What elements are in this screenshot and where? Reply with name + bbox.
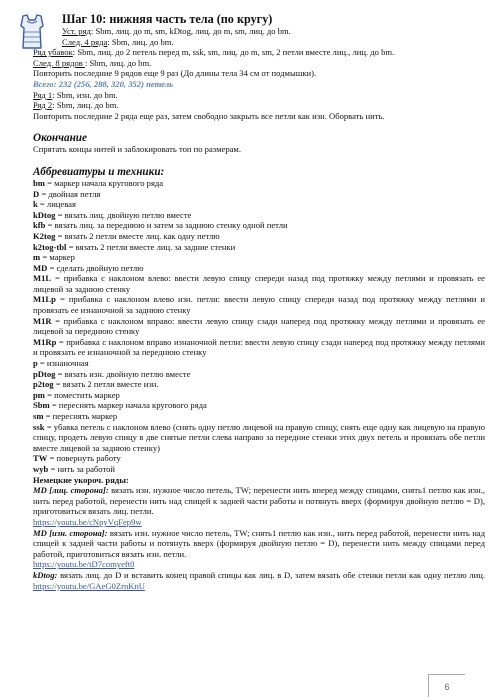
abbr-item [33, 178, 485, 189]
abbr-definition: = вязать 2 петли вместе изн. [53, 379, 159, 390]
next8-text: : Sbm, лиц. до bm. [84, 57, 152, 68]
next4-line [62, 37, 485, 48]
abbr-term: p [33, 358, 38, 369]
abbr-term: sm [33, 411, 44, 421]
next4-label: След. 4 ряда [62, 36, 108, 47]
abbr-term: D [33, 188, 40, 199]
abbr-definition: = маркер [40, 252, 75, 263]
abbr-term: p2tog [33, 379, 54, 390]
md-front-text: вязать изн. нужное число петель, TW; перенести нить вперед между спицами, снять1 петлю как изн., нить перед работой, перенести нить над спицей к задней части работы и потянуть вверх (формируя двойную петлю = D), приготовиться вязать лиц. петли. [33, 485, 485, 517]
abbr-term: MD [33, 262, 48, 273]
repeat-note: Повторить последние 9 рядов еще 9 раз (До длины тела 34 см от подмышки). [33, 68, 317, 79]
md-front-video-link[interactable]: https://youtu.be/cNpyVqFep9w [33, 516, 142, 527]
step-title: Шаг 10: нижняя часть тела (по кругу) [62, 12, 273, 26]
abbr-definition: = повернуть работу [47, 453, 121, 464]
abbr-term: M1Lp [33, 294, 56, 305]
abbr-item [33, 263, 485, 274]
md-front-label: MD [лиц. сторона]: [33, 485, 109, 496]
abbr-definition: = вязать изн. двойную петлю вместе [55, 368, 191, 379]
abbr-item [33, 231, 485, 242]
abbr-definition: = маркер начала кругового ряда [44, 177, 164, 188]
abbr-definition: = переснять маркер [43, 411, 118, 421]
ending-text: Спрятать концы нитей и заблокировать топ по размерам. [33, 144, 242, 155]
abbr-item [33, 411, 485, 422]
next8-line [33, 58, 485, 69]
set-row-label: Уст. ряд [62, 26, 91, 36]
md-back-text: вязать изн. нужное число петель, TW; снять1 петлю как изн., нить перед работой, перенести нить над спицей к задней части работы и потянуть вверх (формируя двойную петлю = D), перенести нить между спицами перед работой, приготовиться вязать изн. петли. [33, 527, 485, 559]
abbr-term: Sbm [33, 400, 50, 411]
abbr-term: wyb [33, 463, 49, 474]
abbr-definition: = лицевая [37, 199, 76, 210]
abbr-definition: = вязать лиц. за переднюю и затем за заднюю стенку одной петли [45, 220, 288, 231]
abbr-definition: = прибавка с наклоном влево: ввести левую спицу спереди назад под протяжку между петлями и провязать ее лицевой за заднюю стенку [33, 273, 485, 294]
abbr-definition: = переснять маркер начала кругового ряда [49, 400, 207, 411]
abbr-term: k [33, 199, 38, 210]
abbr-term: bm [33, 177, 45, 188]
kdtog-paragraph [33, 570, 485, 591]
abbr-term: kfb [33, 220, 46, 231]
abbr-term: m [33, 252, 41, 263]
row1-text: : Sbm, изн. до bm. [52, 89, 118, 100]
german-heading: Немецкие укороч. ряды: [33, 474, 129, 485]
abbr-item [33, 379, 485, 390]
abbr-term: M1Rp [33, 336, 57, 347]
abbr-definition: = изнаночная [37, 358, 89, 369]
abbr-term: kDtog [33, 209, 56, 220]
row2-label: Ряд 2 [33, 100, 53, 111]
abbr-item [33, 242, 485, 253]
kdtog-video-link[interactable]: https://youtu.be/GAeG0ZrnKnU [33, 580, 145, 591]
abbr-item [33, 220, 485, 231]
abbr-item [33, 464, 485, 475]
abbr-definition: = двойная петля [39, 188, 101, 199]
abbr-item [33, 337, 485, 358]
kdtog-label: kDtog: [33, 569, 58, 580]
dec-row-text: : Sbm, лиц. до 2 петель перед m, ssk, sm, лиц. до m, sm, 2 петли вместе лиц., лиц. до bm. [72, 47, 395, 58]
abbr-item [33, 189, 485, 200]
abbr-item [33, 390, 485, 401]
abbr-definition: = вязать 2 петли вместе лиц. за задние стенки [66, 241, 236, 252]
abbr-item [33, 316, 485, 337]
row2-line [33, 100, 485, 111]
set-row-line [62, 26, 485, 37]
abbr-heading: Аббревиатуры и техники: [33, 165, 165, 178]
abbr-definition: = прибавка с наклоном вправо: ввести левую спицу сзади наперед под протяжку между петлями и провязать ее лицевой за переднюю стенку [33, 315, 485, 337]
abbr-term: pm [33, 389, 45, 400]
kdtog-text: вязать лиц. до D и вставить конец правой спицы как лиц. в D, затем вязать обе стенки петли как одну петлю лиц. [57, 569, 485, 580]
finish-note: Повторить последние 2 ряда еще раз, затем свободно закрыть все петли как изн. Оборвать нить. [33, 110, 385, 121]
abbr-definition: = прибавка с наклоном вправо изнаночной петли: ввести левую спицу сзади наперед под протяжку между петлями и провязать ее изнаночной за переднюю стенку [33, 336, 485, 358]
abbr-term: pDtog [33, 368, 56, 379]
dec-row-label: Ряд убавок [33, 47, 73, 58]
abbr-item [33, 400, 485, 411]
row2-text: : Sbm, лиц. до bm. [52, 100, 119, 111]
abbr-term: M1R [33, 315, 52, 326]
abbr-definition: = вязать лиц. двойную петлю вместе [55, 209, 192, 220]
md-back-video-link[interactable]: https://youtu.be/tD7comyeft0 [33, 559, 135, 570]
next4-text: : Sbm, лиц. до bm. [107, 36, 174, 47]
dec-row-line [33, 47, 485, 58]
page-number: 6 [428, 674, 465, 697]
abbr-list [33, 178, 485, 475]
abbr-item [33, 210, 485, 221]
abbr-definition: = нить за работой [48, 463, 116, 474]
abbr-item [33, 369, 485, 380]
abbr-definition: = убавка петель с наклоном влево (снять одну петлю лицевой на правую спицу, снять еще одну как лицевую на правую спицу, продеть левую спицу в две снятые петли слева направо за передние стенки этих двух петель и провязать обе петли вместе лицевой за заднюю стенку) [33, 421, 485, 453]
abbr-item [33, 422, 485, 454]
abbr-definition: = прибавка с наклоном влево изн. петли: ввести левую спицу спереди назад под протяжку между петлями и провязать ее изнаночной за заднюю стенку [33, 294, 485, 316]
abbr-term: k2tog-tbl [33, 241, 67, 252]
abbr-term: TW [33, 453, 48, 464]
abbr-item [33, 294, 485, 315]
abbr-term: ssk [33, 421, 45, 432]
row1-label: Ряд 1 [33, 89, 53, 100]
md-front-paragraph [33, 485, 485, 527]
row1-line [33, 90, 485, 101]
abbr-item [33, 199, 485, 210]
abbr-item [33, 252, 485, 263]
abbr-item [33, 358, 485, 369]
abbr-definition: = поместить маркер [44, 389, 120, 400]
stitch-total: Всего: 232 (256, 288, 320, 352) петель [33, 78, 174, 89]
step-header [62, 13, 485, 47]
abbr-item [33, 273, 485, 294]
ending-heading: Окончание [33, 132, 87, 145]
md-back-label: MD [изн. сторона]: [33, 527, 108, 538]
abbr-term: K2tog [33, 230, 56, 241]
abbr-term: M1L [33, 273, 52, 284]
md-back-paragraph [33, 528, 485, 570]
abbr-definition: = сделать двойную петлю [47, 262, 144, 273]
abbr-definition: = вязать 2 петли вместе лиц. как одну петлю [55, 230, 220, 241]
main-text [33, 13, 485, 591]
set-row-text: : Sbm, лиц. до m, sm, kDtog, лиц. до m, sm, лиц. до bm. [90, 26, 291, 36]
abbr-item [33, 453, 485, 464]
next8-label: След. 8 рядов [33, 57, 85, 68]
